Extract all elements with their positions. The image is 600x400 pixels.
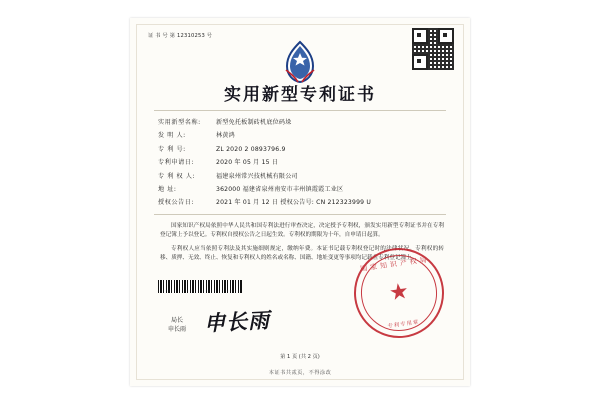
field-value: 2021 年 01 月 12 日 授权公告号: CN 212323999 U xyxy=(216,199,372,207)
seal-bottom-text: 专利专用章 xyxy=(387,319,420,330)
seal-star-icon: ★ xyxy=(387,278,411,307)
handwritten-signature: 申长雨 xyxy=(203,307,271,336)
patent-office-emblem-icon xyxy=(273,40,327,84)
field-row xyxy=(158,183,446,196)
field-value: ZL 2020 2 0893796.9 xyxy=(216,145,286,153)
barcode-icon xyxy=(158,280,242,293)
page-number: 第 1 页 (共 2 页) xyxy=(280,354,320,360)
seal-top-text: 国家知识产权局 xyxy=(359,255,431,274)
field-value: 福建泉州常兴技机械有限公司 xyxy=(216,172,298,180)
field-label: 地 址: xyxy=(158,186,177,194)
field-label: 专 利 号: xyxy=(158,145,186,153)
field-label: 授权公告日: xyxy=(158,199,195,207)
field-value: 2020 年 05 月 15 日 xyxy=(216,159,279,167)
patent-certificate-sheet xyxy=(130,18,470,386)
field-value: 林黄鸿 xyxy=(216,132,235,140)
field-row xyxy=(158,116,446,129)
canvas-margin-left xyxy=(0,0,130,400)
signature-label-line1: 局长 xyxy=(170,317,183,324)
field-label: 发 明 人: xyxy=(158,132,186,140)
qr-finder-bottom-left xyxy=(412,54,428,70)
field-value: 362000 福建省泉州南安市丰州镇霞霞工业区 xyxy=(216,186,344,194)
field-row xyxy=(158,143,446,156)
certificate-serial-number: 证 书 号 第 12310253 号 xyxy=(148,33,213,39)
field-label: 实用新型名称: xyxy=(158,119,201,126)
certificate-fields xyxy=(158,116,446,210)
field-row xyxy=(158,196,446,209)
signature-label-line2: 申长雨 xyxy=(167,326,186,333)
signature-label xyxy=(160,316,194,334)
field-row xyxy=(158,170,446,183)
body-paragraph: 国家知识产权局依照中华人民共和国专利法进行审查决定，决定授予专利权，颁发实用新型专利证书并在专利登记簿上予以登记。专利权自授权公告之日起生效。专利权的期限为十年，自申请日起算。 xyxy=(160,223,444,239)
page-title: 实用新型专利证书 xyxy=(224,85,376,105)
divider-top xyxy=(154,110,446,111)
field-row xyxy=(158,129,446,142)
canvas-margin-right xyxy=(470,0,600,400)
field-row xyxy=(158,156,446,169)
qr-code-icon xyxy=(412,28,454,70)
divider-bottom xyxy=(154,214,446,215)
qr-finder-top-right xyxy=(438,28,454,44)
field-label: 专利申请日: xyxy=(158,159,195,167)
field-label: 专 利 权 人: xyxy=(158,172,196,180)
footer-note: 本证书共贰页，不得涂改 xyxy=(268,370,332,376)
qr-finder-top-left xyxy=(412,28,428,44)
body-paragraph: 专利权人应当依照专利法及其实施细则规定，缴纳年费。本证书记载专利权登记时的法律状况。专利权的转移、质押、无效、终止、恢复和专利权人的姓名或名称、国籍、地址变更等事项均记载在专利登记簿上。 xyxy=(160,245,444,262)
field-value: 新型免托板制砖机底位码垛 xyxy=(216,119,292,126)
